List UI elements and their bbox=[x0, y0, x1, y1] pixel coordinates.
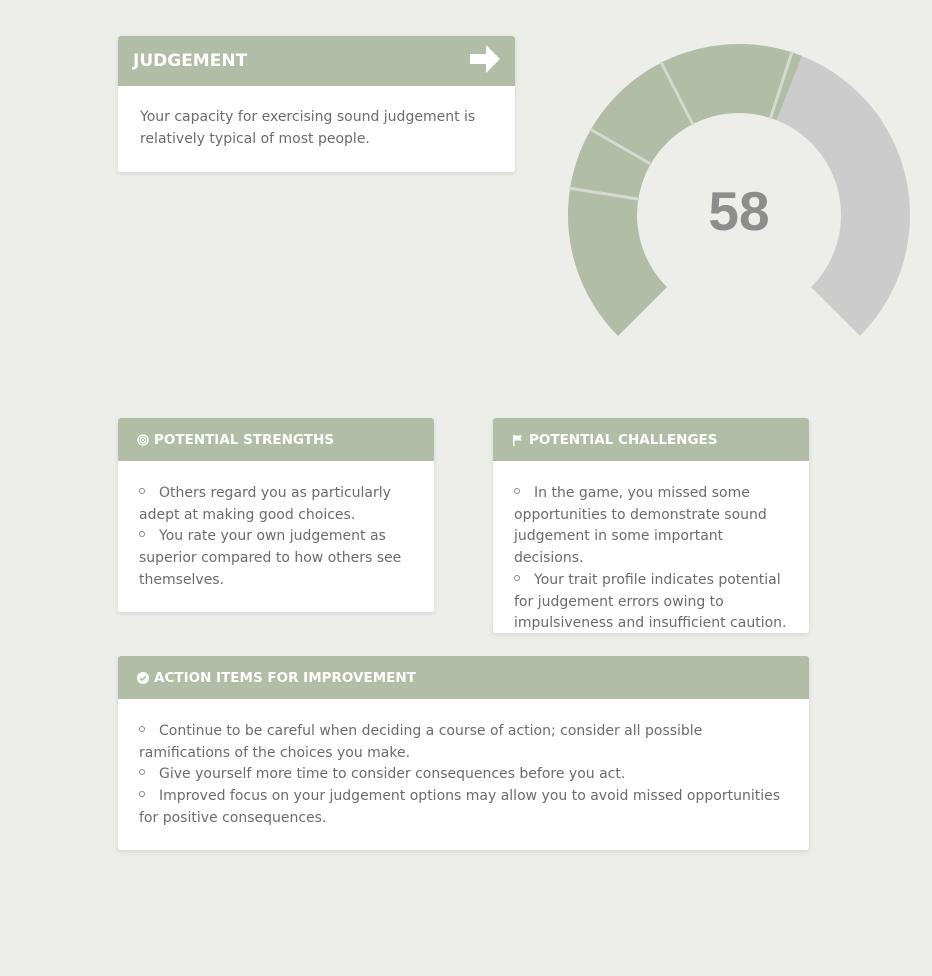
challenges-header bbox=[493, 418, 809, 461]
check-badge-icon bbox=[137, 672, 149, 684]
challenges-list bbox=[514, 483, 788, 635]
list-item: Your trait profile indicates potential for judgement errors owing to impulsiveness and insufficient caution. bbox=[514, 570, 788, 635]
target-icon bbox=[137, 434, 149, 446]
action-items-title: ACTION ITEMS FOR IMPROVEMENT bbox=[154, 669, 416, 686]
judgement-card bbox=[118, 36, 515, 172]
list-item: Give yourself more time to consider consequences before you act. bbox=[139, 764, 788, 786]
list-item: In the game, you missed some opportunities to demonstrate sound judgement in some important decisions. bbox=[514, 483, 788, 570]
flag-icon bbox=[512, 434, 524, 446]
challenges-title: POTENTIAL CHALLENGES bbox=[529, 431, 718, 448]
strengths-list bbox=[139, 483, 413, 592]
judgement-description: Your capacity for exercising sound judgement is relatively typical of most people. bbox=[140, 109, 476, 147]
gauge-score: 58 bbox=[708, 180, 770, 242]
judgement-title: JUDGEMENT bbox=[133, 51, 248, 71]
judgement-header bbox=[118, 36, 515, 86]
action-items-header bbox=[118, 656, 809, 699]
action-items-list bbox=[139, 721, 788, 830]
strengths-card bbox=[118, 418, 434, 612]
list-item: Continue to be careful when deciding a course of action; consider all possible ramifications of the choices you make. bbox=[139, 721, 788, 764]
list-item: Others regard you as particularly adept at making good choices. bbox=[139, 483, 413, 526]
arrow-right-icon[interactable] bbox=[470, 45, 500, 78]
strengths-title: POTENTIAL STRENGTHS bbox=[154, 431, 335, 448]
list-item: Improved focus on your judgement options may allow you to avoid missed opportunities for positive consequences. bbox=[139, 786, 788, 829]
strengths-header bbox=[118, 418, 434, 461]
action-items-card bbox=[118, 656, 809, 850]
challenges-card bbox=[493, 418, 809, 633]
list-item: You rate your own judgement as superior compared to how others see themselves. bbox=[139, 526, 413, 591]
